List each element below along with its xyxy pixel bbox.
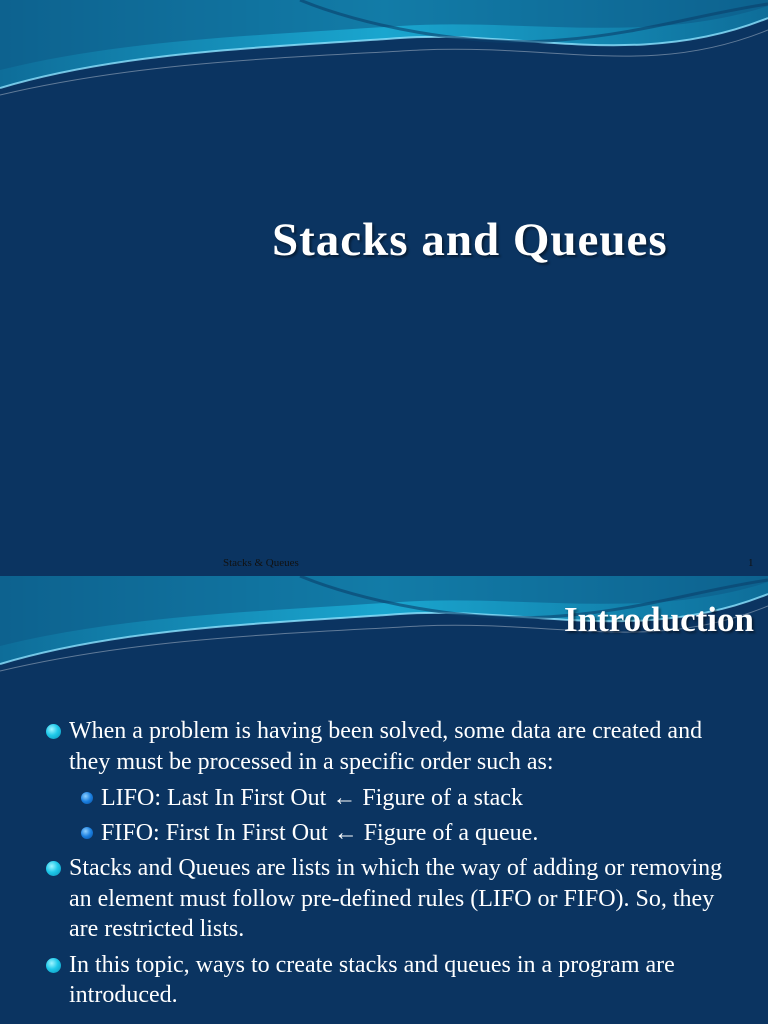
header-wave-decoration bbox=[0, 0, 768, 120]
bullet-dot-icon bbox=[46, 861, 61, 876]
sub-bullet-dot-icon bbox=[81, 792, 93, 804]
bullet-item bbox=[46, 950, 746, 1011]
sub-bullet-item bbox=[69, 783, 746, 813]
sub-bullet-text: LIFO: Last In First Out ← Figure of a stack bbox=[101, 785, 523, 811]
sub-bullet-dot-icon bbox=[81, 827, 93, 839]
bullet-text: Stacks and Queues are lists in which the way of adding or removing an element must follow pre-defined rules (LIFO or FIFO). So, they are restricted lists. bbox=[69, 855, 723, 942]
page-number: 1 bbox=[748, 557, 754, 569]
bullet-dot-icon bbox=[46, 958, 61, 973]
bullet-dot-icon bbox=[46, 724, 61, 739]
bullet-item bbox=[46, 716, 746, 848]
bullet-text: When a problem is having been solved, some data are created and they must be processed in a specific order such as: bbox=[69, 718, 703, 775]
slide-heading: Introduction bbox=[564, 600, 754, 639]
sub-bullet-list bbox=[69, 783, 746, 848]
bullet-list bbox=[46, 716, 746, 1016]
slide-title: Stacks and Queues bbox=[272, 214, 668, 266]
bullet-item bbox=[46, 853, 746, 945]
bullet-text: In this topic, ways to create stacks and queues in a program are introduced. bbox=[69, 951, 675, 1008]
footer-label: Stacks & Queues bbox=[223, 557, 299, 569]
sub-bullet-item bbox=[69, 818, 746, 848]
intro-slide bbox=[0, 576, 768, 1024]
sub-bullet-text: FIFO: First In First Out ← Figure of a queue. bbox=[101, 820, 539, 846]
